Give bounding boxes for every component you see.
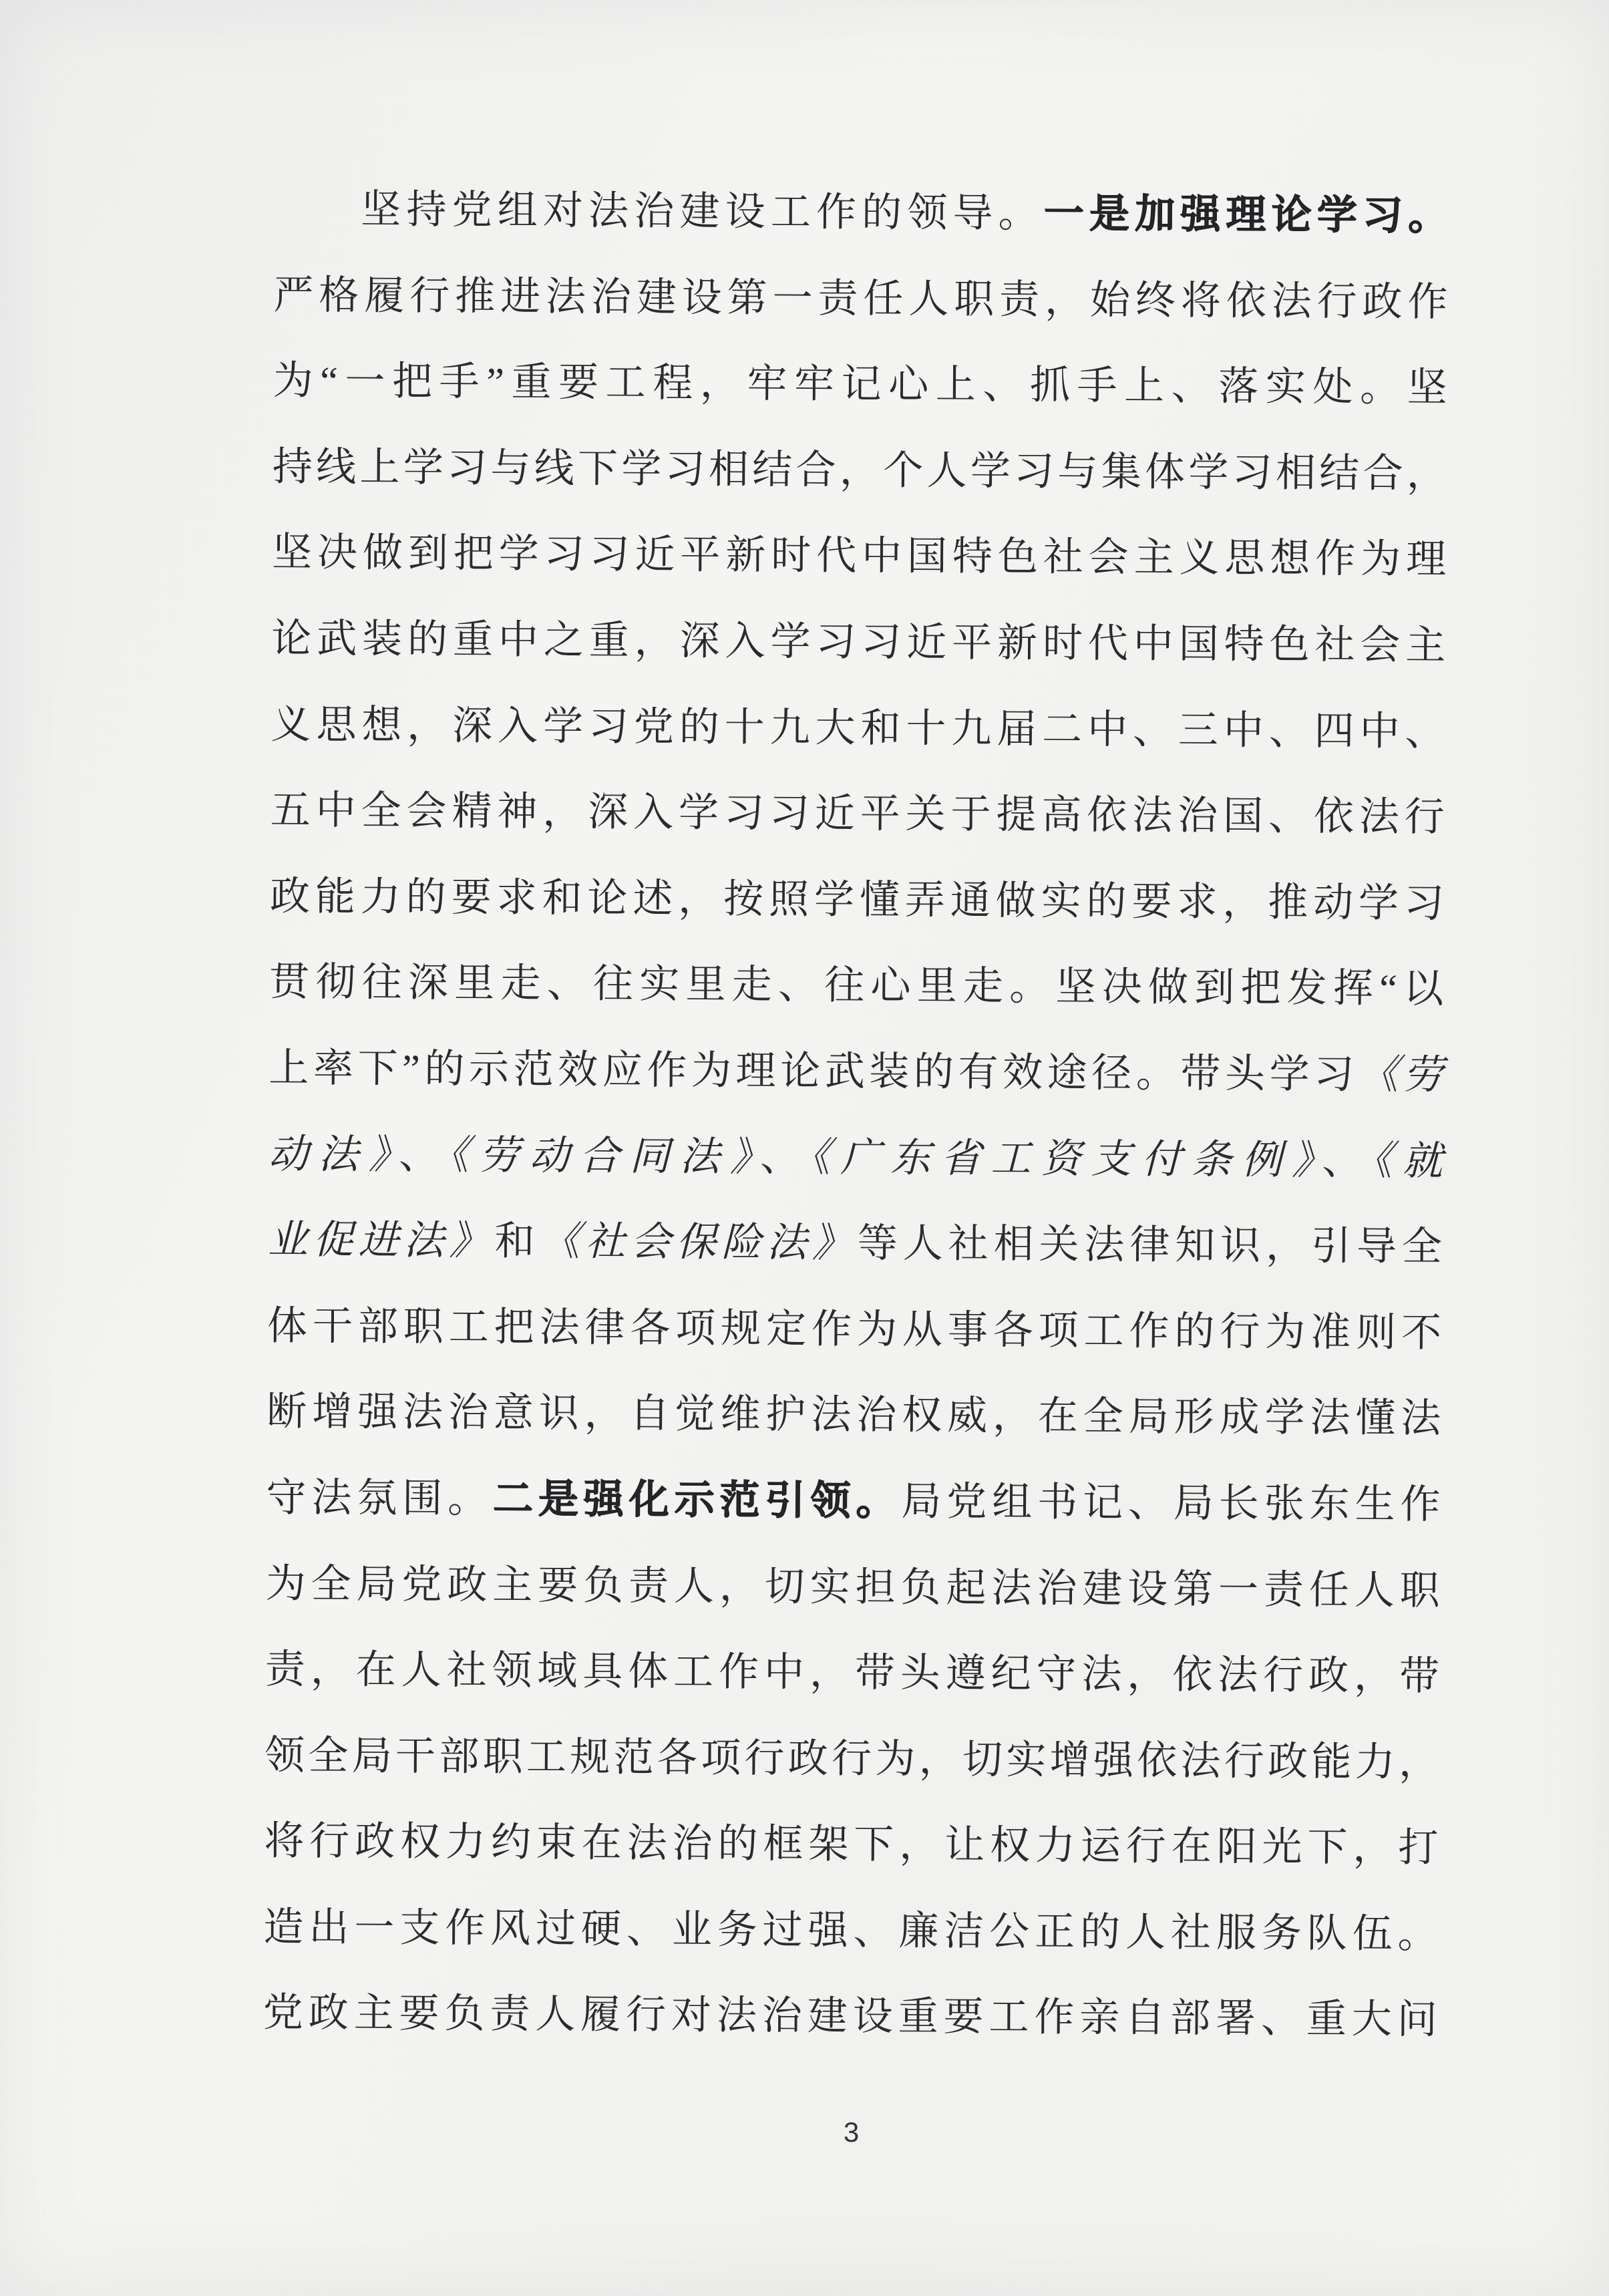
text-segment: 守法氛围。 <box>266 1475 494 1521</box>
text-line <box>274 166 1451 259</box>
text-segment: 五中全会精神，深入学习习近平关于提高依法治国、依法行 <box>270 788 1447 840</box>
text-line <box>273 424 1450 516</box>
text-line <box>270 768 1447 860</box>
text-line <box>267 1283 1445 1375</box>
text-line <box>268 1111 1445 1204</box>
text-segment: 党政主要负责人履行对法治建设重要工作亲自部署、重大问 <box>262 1991 1440 2042</box>
text-segment: 《广东省工资支付条例》 <box>810 1135 1322 1182</box>
text-line <box>271 596 1449 689</box>
text-segment: 、 <box>759 1134 811 1180</box>
text-segment: 义思想，深入学习党的十九大和十九届二中、三中、四中、 <box>271 702 1448 754</box>
text-line <box>271 681 1448 774</box>
text-segment: 断增强法治意识，自觉维护法治权威，在全局形成学法懂法 <box>266 1389 1444 1441</box>
text-line <box>264 1712 1442 1805</box>
text-line <box>264 1798 1441 1891</box>
text-segment: 《劳 <box>1358 1052 1446 1098</box>
text-segment: 严格履行推进法治建设第一责任人职责，始终将依法行政作 <box>273 273 1451 324</box>
text-segment: 坚决做到把学习习近平新时代中国特色社会主义思想作为理 <box>271 530 1449 582</box>
text-line <box>273 252 1451 345</box>
text-segment: 、 <box>1322 1138 1373 1183</box>
text-segment: 、 <box>398 1132 450 1177</box>
text-line <box>273 338 1450 431</box>
text-segment: 《就 <box>1372 1138 1445 1183</box>
text-line <box>266 1369 1444 1462</box>
text-line <box>269 1025 1446 1118</box>
page-number: 3 <box>843 2116 860 2148</box>
text-segment: 一是加强理论学习。 <box>1043 191 1451 238</box>
text-line <box>272 510 1449 603</box>
text-line <box>266 1455 1443 1548</box>
text-line <box>270 853 1447 946</box>
text-segment: 论武装的重中之重，深入学习习近平新时代中国特色社会主 <box>271 616 1449 668</box>
text-segment: 上率下”的示范效应作为理论武装的有效途径。带头学习 <box>269 1045 1359 1097</box>
text-segment: 贯彻往深里走、往实里走、往心里走。坚决做到把发挥“以 <box>269 959 1447 1011</box>
text-segment: 二是强化示范引领。 <box>492 1476 902 1524</box>
text-segment: 将行政权力约束在法治的框架下，让权力运行在阳光下，打 <box>264 1818 1441 1870</box>
text-line <box>262 1970 1440 2063</box>
document-body <box>262 166 1451 2064</box>
text-segment: 和 <box>494 1218 540 1264</box>
text-segment: 《社会保险法》 <box>540 1219 858 1266</box>
text-line <box>269 939 1447 1032</box>
text-segment: 为“一把手”重要工程，牢牢记心上、抓手上、落实处。坚 <box>273 358 1450 410</box>
text-segment: 造出一支作风过硬、业务过强、廉洁公正的人社服务队伍。 <box>263 1905 1441 1957</box>
text-segment: 动法》 <box>268 1132 399 1177</box>
text-segment: 业促进法》 <box>267 1217 495 1263</box>
text-segment: 为全局党政主要负责人，切实担负起法治建设第一责任人职 <box>265 1561 1443 1613</box>
text-line <box>265 1627 1443 1719</box>
text-line <box>265 1540 1443 1633</box>
text-segment: 《劳动合同法》 <box>448 1132 761 1179</box>
text-segment: 局党组书记、局长张东生作 <box>901 1479 1443 1527</box>
text-line <box>267 1197 1445 1290</box>
text-segment: 坚持党组对法治建设工作的领导。 <box>361 187 1045 236</box>
text-segment: 政能力的要求和论述，按照学懂弄通做实的要求，推动学习 <box>269 874 1447 926</box>
text-segment: 等人社相关法律知识，引导全 <box>857 1221 1445 1269</box>
text-line <box>263 1884 1441 1977</box>
text-segment: 责，在人社领域具体工作中，带头遵纪守法，依法行政，带 <box>264 1647 1443 1699</box>
text-segment: 持线上学习与线下学习相结合，个人学习与集体学习相结合， <box>272 444 1450 496</box>
text-segment: 领全局干部职工规范各项行政行为，切实增强依法行政能力， <box>264 1733 1442 1785</box>
text-segment: 体干部职工把法律各项规定作为从事各项工作的行为准则不 <box>266 1303 1445 1355</box>
